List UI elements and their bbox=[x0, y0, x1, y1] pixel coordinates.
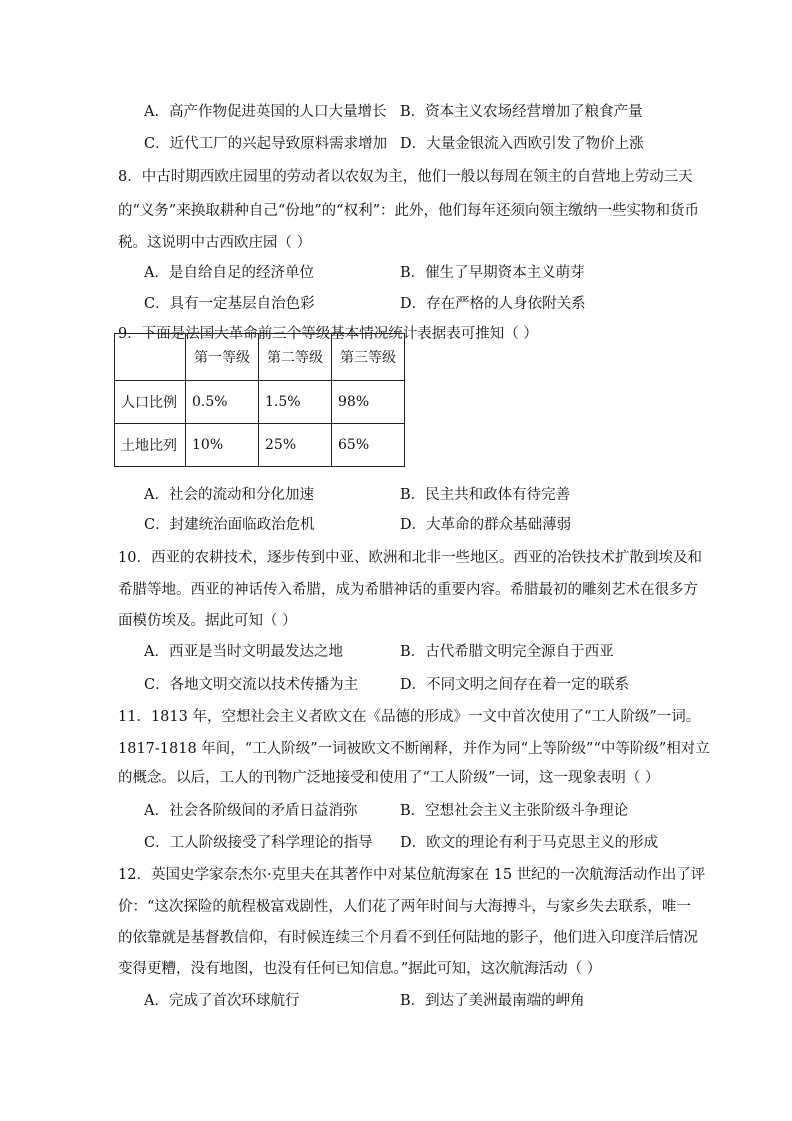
q11-option-a[interactable]: A．社会各阶级间的矛盾日益消弥 bbox=[144, 803, 358, 819]
estates-statistics-table bbox=[114, 333, 405, 467]
q9-options-row-1 bbox=[144, 484, 704, 506]
q10-option-c[interactable]: C．各地文明交流以技术传播为主 bbox=[144, 677, 359, 693]
table-cell: 10% bbox=[186, 424, 259, 467]
q10-options-row-1 bbox=[144, 641, 704, 663]
q12-stem-line-3: 的依靠就是基督教信仰，有时候连续三个月看不到任何陆地的影子，他们进入印度洋后情况 bbox=[118, 930, 698, 946]
q7-option-d[interactable]: D．大量金银流入西欧引发了物价上涨 bbox=[400, 136, 644, 152]
q8-stem-line-1: 8．中古时期西欧庄园里的劳动者以农奴为主，他们一般以每周在领主的自营地上劳动三天 bbox=[118, 169, 693, 185]
q11-stem-line-2: 1817-1818 年间，“工人阶级”一词被欧文不断阐释，并作为同“上等阶级”“中等阶级”相对立 bbox=[118, 741, 710, 757]
q10-option-d[interactable]: D．不同文明之间存在着一定的联系 bbox=[400, 677, 630, 693]
q12-options-row-1 bbox=[144, 990, 704, 1012]
table-cell: 98% bbox=[332, 381, 405, 424]
q9-option-c[interactable]: C．封建统治面临政治危机 bbox=[144, 517, 315, 533]
q9-option-d[interactable]: D．大革命的群众基础薄弱 bbox=[400, 517, 572, 533]
q7-option-c[interactable]: C．近代工厂的兴起导致原料需求增加 bbox=[144, 136, 388, 152]
q11-stem-line-1: 11．1813 年，空想社会主义者欧文在《品德的形成》一文中首次使用了“工人阶级”一词。 bbox=[118, 709, 701, 725]
q10-stem-line-2: 希腊等地。西亚的神话传入希腊，成为希腊神话的重要内容。希腊最初的雕刻艺术在很多方 bbox=[118, 582, 698, 598]
q11-options-row-1 bbox=[144, 800, 704, 822]
q11-option-c[interactable]: C．工人阶级接受了科学理论的指导 bbox=[144, 835, 373, 851]
table-cell: 65% bbox=[332, 424, 405, 467]
q7-option-a[interactable]: A．高产作物促进英国的人口大量增长 bbox=[144, 104, 387, 120]
q11-option-b[interactable]: B．空想社会主义主张阶级斗争理论 bbox=[400, 803, 629, 819]
q8-option-d[interactable]: D．存在严格的人身依附关系 bbox=[400, 296, 586, 312]
q8-stem-line-2: 的“义务”来换取耕种自己“份地”的“权利”：此外，他们每年还须向领主缴纳一些实物和货币 bbox=[118, 203, 699, 219]
q10-options-row-2 bbox=[144, 674, 704, 696]
table-cell: 25% bbox=[259, 424, 332, 467]
q10-stem-line-3: 面模仿埃及。据此可知（ ） bbox=[118, 613, 297, 629]
q12-stem-line-2: 价：“这次探险的航程极富戏剧性，人们花了两年时间与大海搏斗，与家乡失去联系，唯一 bbox=[118, 899, 691, 915]
q11-option-d[interactable]: D．欧文的理论有利于马克思主义的形成 bbox=[400, 835, 659, 851]
q12-option-a[interactable]: A．完成了首次环球航行 bbox=[144, 993, 300, 1009]
q12-option-b[interactable]: B．到达了美洲最南端的岬角 bbox=[400, 993, 585, 1009]
table-cell: 0.5% bbox=[186, 381, 259, 424]
table-cell: 1.5% bbox=[259, 381, 332, 424]
q8-options-row-1 bbox=[144, 262, 704, 284]
q7-options-row-2 bbox=[144, 133, 704, 155]
q11-stem-line-3: 的概念。以后，工人的刊物广泛地接受和使用了“工人阶级”一词，这一现象表明（ ） bbox=[118, 770, 660, 786]
q9-options-row-2 bbox=[144, 514, 704, 536]
table-header-cell: 第二等级 bbox=[259, 334, 332, 381]
q8-option-b[interactable]: B．催生了早期资本主义萌芽 bbox=[400, 265, 585, 281]
table-cell: 人口比例 bbox=[115, 381, 186, 424]
q12-stem-line-4: 变得更糟，没有地图，也没有任何已知信息。”据此可知，这次航海活动（ ） bbox=[118, 961, 602, 977]
q8-options-row-2 bbox=[144, 293, 704, 315]
q11-options-row-2 bbox=[144, 832, 704, 854]
q9-stem: 9．下面是法国大革命前三个等级基本情况统计表据表可推知（ ） bbox=[118, 326, 538, 342]
table-row bbox=[115, 424, 405, 467]
q7-options-row-1 bbox=[144, 101, 704, 123]
q10-option-b[interactable]: B．古代希腊文明完全源自于西亚 bbox=[400, 644, 614, 660]
q8-stem-line-3: 税。这说明中古西欧庄园（ ） bbox=[118, 235, 312, 251]
table-row bbox=[115, 381, 405, 424]
table-header-row bbox=[115, 334, 405, 381]
table-header-cell bbox=[115, 334, 186, 381]
q10-stem-line-1: 10．西亚的农耕技术，逐步传到中亚、欧洲和北非一些地区。西亚的冶铁技术扩散到埃及和 bbox=[118, 550, 702, 566]
table-header-cell: 第三等级 bbox=[332, 334, 405, 381]
table-cell: 土地比列 bbox=[115, 424, 186, 467]
q7-option-b[interactable]: B．资本主义农场经营增加了粮食产量 bbox=[400, 104, 643, 120]
q8-option-a[interactable]: A．是自给自足的经济单位 bbox=[144, 265, 314, 281]
q9-option-a[interactable]: A．社会的流动和分化加速 bbox=[144, 487, 314, 503]
table-header-cell: 第一等级 bbox=[186, 334, 259, 381]
q8-option-c[interactable]: C．具有一定基层自治色彩 bbox=[144, 296, 315, 312]
q12-stem-line-1: 12．英国史学家奈杰尔·克里夫在其著作中对某位航海家在 15 世纪的一次航海活动作出了评 bbox=[118, 867, 706, 883]
q10-option-a[interactable]: A．西亚是当时文明最发达之地 bbox=[144, 644, 343, 660]
q9-option-b[interactable]: B．民主共和政体有待完善 bbox=[400, 487, 571, 503]
